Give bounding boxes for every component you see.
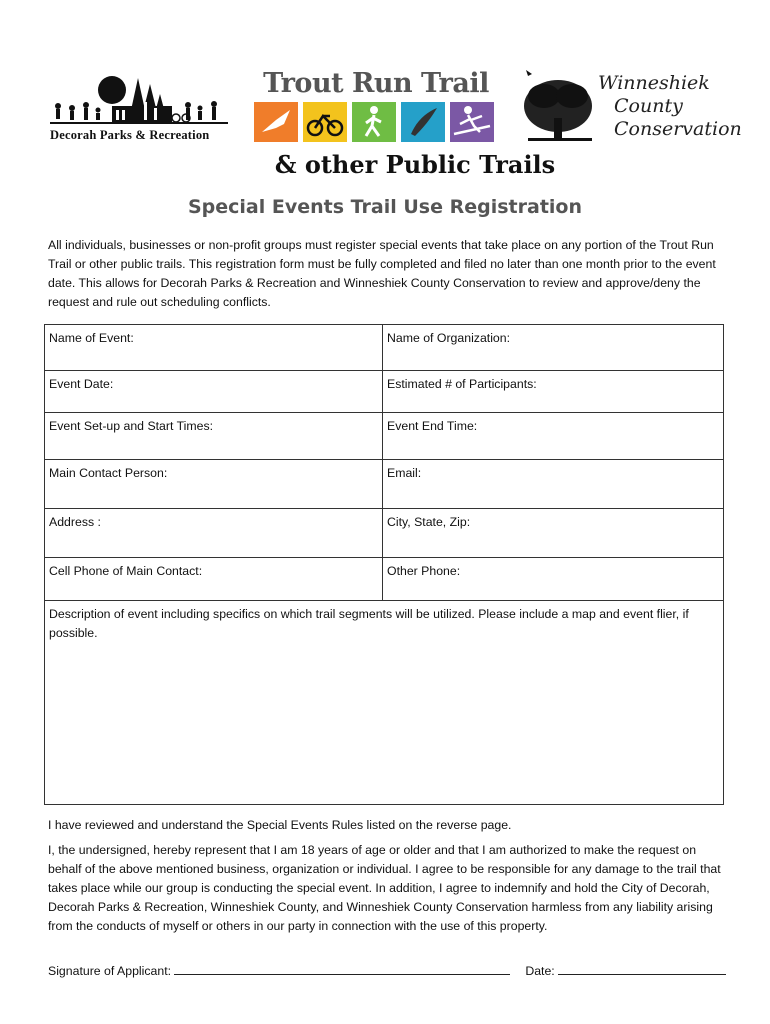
- decorah-parks-logo: [50, 72, 228, 144]
- intro-paragraph: All individuals, businesses or non-profit groups must register special events that take place on any portion of the Trout Run Trail or other public trails. This registration form must be fully completed and filed no later than one month prior to the event date. This allows for Decorah Parks & Recreation and Winneshiek County Conservation to review and approve/deny the request and rule out scheduling conflicts.: [48, 238, 716, 309]
- signature-row: [48, 962, 728, 978]
- date-label: Date:: [525, 964, 555, 978]
- trout-run-trail-logo: [252, 68, 500, 144]
- end-time-field[interactable]: Event End Time:: [383, 413, 724, 460]
- winneshiek-conservation-logo: [518, 66, 742, 148]
- start-times-field[interactable]: Event Set-up and Start Times:: [45, 413, 383, 460]
- walker-icon: [352, 102, 396, 142]
- winneshiek-conservation-logo-text: Winneshiek County Conservation: [598, 72, 742, 140]
- table-row: [45, 371, 724, 413]
- event-name-field[interactable]: Name of Event:: [45, 325, 383, 371]
- email-field[interactable]: Email:: [383, 460, 724, 509]
- bicycle-icon: [303, 102, 347, 142]
- park-silhouette-icon: [50, 72, 228, 128]
- date-line[interactable]: [558, 962, 726, 975]
- signature-label: Signature of Applicant:: [48, 964, 172, 978]
- participants-field[interactable]: Estimated # of Participants:: [383, 371, 724, 413]
- table-row: [45, 558, 724, 601]
- event-description-label: Description of event including specifics on which trail segments will be utilized. Please include a map and event flier, if possible.: [49, 607, 689, 640]
- skier-icon: [450, 102, 494, 142]
- registration-fields-table: [44, 324, 724, 601]
- liability-statement: I, the undersigned, hereby represent that I am 18 years of age or older and that I am authorized to make the request on behalf of the above mentioned business, organization or individual. I agree to be responsible for any damage to the trail that takes place while our group is conducting the special event. In addition, I agree to indemnify and hold the City of Decorah, Decorah Parks & Recreation, Winneshiek County, and Winneshiek County Conservation harmless from any liability arising from the conducts of myself or others in our party in connection with the use of this property.: [48, 843, 721, 933]
- event-description-field[interactable]: [44, 600, 724, 805]
- rules-acknowledgement-text: I have reviewed and understand the Special Events Rules listed on the reverse page.: [48, 818, 512, 832]
- table-row: [45, 325, 724, 371]
- city-state-zip-field[interactable]: City, State, Zip:: [383, 509, 724, 558]
- form-title: Special Events Trail Use Registration: [187, 196, 582, 218]
- contact-person-field[interactable]: Main Contact Person:: [45, 460, 383, 509]
- page-subtitle: & other Public Trails: [274, 150, 556, 179]
- skater-icon: [401, 102, 445, 142]
- signature-line[interactable]: [174, 962, 510, 975]
- bird-icon: [254, 102, 298, 142]
- decorah-parks-logo-text: Decorah Parks & Recreation: [50, 128, 210, 142]
- table-row: [45, 509, 724, 558]
- event-date-field[interactable]: Event Date:: [45, 371, 383, 413]
- oak-tree-icon: [518, 66, 598, 148]
- other-phone-field[interactable]: Other Phone:: [383, 558, 724, 601]
- cell-phone-field[interactable]: Cell Phone of Main Contact:: [45, 558, 383, 601]
- table-row: [45, 460, 724, 509]
- organization-name-field[interactable]: Name of Organization:: [383, 325, 724, 371]
- trout-run-trail-logo-text: Trout Run Trail: [263, 68, 489, 99]
- table-row: [45, 413, 724, 460]
- address-field[interactable]: Address :: [45, 509, 383, 558]
